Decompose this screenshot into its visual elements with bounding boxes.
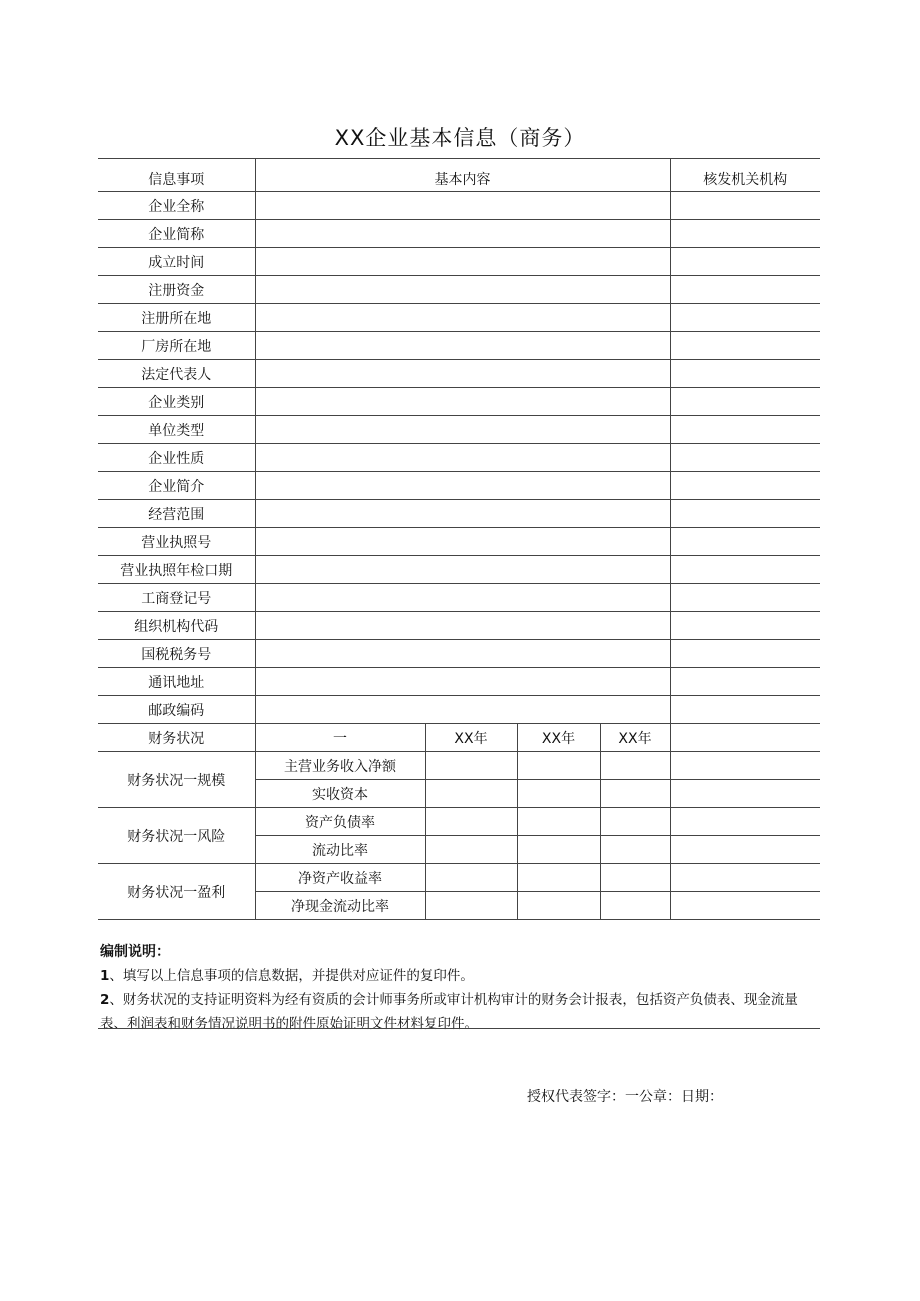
row-label: 成立时间: [98, 248, 255, 276]
finance-value-cell[interactable]: [517, 808, 600, 836]
year-label: XX年: [600, 724, 670, 752]
authority-cell[interactable]: [670, 556, 820, 584]
finance-value-cell[interactable]: [517, 892, 600, 920]
table-row: [98, 444, 820, 472]
row-label: 工商登记号: [98, 584, 255, 612]
table-row: [98, 332, 820, 360]
row-label: 营业执照号: [98, 528, 255, 556]
finance-metric-label: 净现金流动比率: [255, 892, 425, 920]
row-label: 法定代表人: [98, 360, 255, 388]
content-cell[interactable]: [255, 332, 670, 360]
header-row: [98, 159, 820, 192]
finance-value-cell[interactable]: [517, 780, 600, 808]
finance-value-cell[interactable]: [425, 752, 517, 780]
authority-cell[interactable]: [670, 444, 820, 472]
table-row: [98, 304, 820, 332]
info-table-body: [98, 159, 820, 920]
table-row: [98, 556, 820, 584]
table-row: [98, 528, 820, 556]
authority-cell[interactable]: [670, 304, 820, 332]
content-cell[interactable]: [255, 696, 670, 724]
authority-cell[interactable]: [670, 388, 820, 416]
year-label: XX年: [425, 724, 517, 752]
table-row: [98, 612, 820, 640]
authority-cell[interactable]: [670, 808, 820, 836]
page-title: XX企业基本信息（商务）: [334, 126, 586, 150]
finance-metric-label: 实收资本: [255, 780, 425, 808]
note-text: 、填写以上信息事项的信息数据，并提供对应证件的复印件。: [109, 968, 474, 984]
notes-title: 编制说明：: [100, 944, 170, 960]
finance-metric-row: [98, 808, 820, 836]
content-cell[interactable]: [255, 528, 670, 556]
table-row: [98, 500, 820, 528]
finance-label: 财务状况: [98, 724, 255, 752]
note-text: 、财务状况的支持证明资料为经有资质的会计师事务所或审计机构审计的财务会计报表，包括资产负债表、现金流量表、利润表和财务情况说明书的附件原始证明文件材料复印件。: [100, 992, 798, 1032]
finance-value-cell[interactable]: [425, 864, 517, 892]
authority-cell[interactable]: [670, 528, 820, 556]
finance-value-cell[interactable]: [600, 780, 670, 808]
table-row: [98, 360, 820, 388]
content-cell[interactable]: [255, 472, 670, 500]
bottom-rule: [98, 1028, 820, 1029]
row-label: 厂房所在地: [98, 332, 255, 360]
finance-dash: 一: [255, 724, 425, 752]
finance-value-cell[interactable]: [517, 864, 600, 892]
finance-value-cell[interactable]: [600, 808, 670, 836]
authority-cell[interactable]: [670, 640, 820, 668]
content-cell[interactable]: [255, 444, 670, 472]
authority-cell[interactable]: [670, 500, 820, 528]
row-label: 注册所在地: [98, 304, 255, 332]
authority-cell[interactable]: [670, 836, 820, 864]
finance-group-label: 财务状况一盈利: [98, 864, 255, 920]
table-row: [98, 584, 820, 612]
row-label: 营业执照年检口期: [98, 556, 255, 584]
row-label: 经营范围: [98, 500, 255, 528]
authority-cell[interactable]: [670, 612, 820, 640]
table-row: [98, 220, 820, 248]
authority-cell[interactable]: [670, 360, 820, 388]
row-label: 注册资金: [98, 276, 255, 304]
finance-value-cell[interactable]: [425, 892, 517, 920]
content-cell[interactable]: [255, 668, 670, 696]
finance-group-label: 财务状况一风险: [98, 808, 255, 864]
table-row: [98, 192, 820, 220]
authority-cell[interactable]: [670, 472, 820, 500]
content-cell[interactable]: [255, 360, 670, 388]
year-label: XX年: [517, 724, 600, 752]
row-label: 组织机构代码: [98, 612, 255, 640]
row-label: 企业简称: [98, 220, 255, 248]
row-label: 单位类型: [98, 416, 255, 444]
signature-line: 授权代表签字：一公章：日期：: [527, 1089, 723, 1105]
table-row: [98, 668, 820, 696]
row-label: 邮政编码: [98, 696, 255, 724]
content-cell[interactable]: [255, 556, 670, 584]
content-cell[interactable]: [255, 248, 670, 276]
table-row: [98, 388, 820, 416]
note-number: 2: [100, 992, 110, 1008]
note-1: [100, 964, 820, 988]
finance-metric-label: 资产负债率: [255, 808, 425, 836]
authority-cell[interactable]: [670, 864, 820, 892]
content-cell[interactable]: [255, 220, 670, 248]
content-cell[interactable]: [255, 276, 670, 304]
table-row: [98, 640, 820, 668]
content-cell[interactable]: [255, 416, 670, 444]
finance-metric-label: 流动比率: [255, 836, 425, 864]
finance-value-cell[interactable]: [425, 780, 517, 808]
finance-metric-row: [98, 864, 820, 892]
content-cell[interactable]: [255, 500, 670, 528]
authority-cell[interactable]: [670, 416, 820, 444]
row-label: 国税税务号: [98, 640, 255, 668]
table-row: [98, 248, 820, 276]
finance-value-cell[interactable]: [600, 752, 670, 780]
content-cell[interactable]: [255, 304, 670, 332]
header-authority: 核发机关机构: [670, 159, 820, 192]
note-number: 1: [100, 968, 110, 984]
table-row: [98, 472, 820, 500]
authority-cell[interactable]: [670, 892, 820, 920]
authority-cell[interactable]: [670, 780, 820, 808]
info-table: [98, 158, 820, 920]
authority-cell[interactable]: [670, 752, 820, 780]
finance-value-cell[interactable]: [425, 836, 517, 864]
header-content: 基本内容: [255, 159, 670, 192]
finance-value-cell[interactable]: [600, 864, 670, 892]
finance-value-cell[interactable]: [517, 752, 600, 780]
row-label: 企业简介: [98, 472, 255, 500]
header-item: 信息事项: [98, 159, 255, 192]
row-label: 通讯地址: [98, 668, 255, 696]
notes: [100, 940, 820, 1036]
authority-cell[interactable]: [670, 668, 820, 696]
finance-value-cell[interactable]: [600, 892, 670, 920]
finance-value-cell[interactable]: [600, 836, 670, 864]
content-cell[interactable]: [255, 388, 670, 416]
row-label: 企业全称: [98, 192, 255, 220]
row-label: 企业类别: [98, 388, 255, 416]
finance-metric-label: 净资产收益率: [255, 864, 425, 892]
finance-value-cell[interactable]: [425, 808, 517, 836]
table-row: [98, 696, 820, 724]
authority-cell[interactable]: [670, 584, 820, 612]
authority-cell[interactable]: [670, 696, 820, 724]
finance-group-label: 财务状况一规模: [98, 752, 255, 808]
row-label: 企业性质: [98, 444, 255, 472]
content-cell[interactable]: [255, 584, 670, 612]
finance-row: [98, 724, 820, 752]
authority-cell[interactable]: [670, 220, 820, 248]
authority-cell[interactable]: [670, 724, 820, 752]
authority-cell[interactable]: [670, 276, 820, 304]
content-cell[interactable]: [255, 612, 670, 640]
finance-metric-row: [98, 752, 820, 780]
authority-cell[interactable]: [670, 248, 820, 276]
finance-value-cell[interactable]: [517, 836, 600, 864]
authority-cell[interactable]: [670, 332, 820, 360]
content-cell[interactable]: [255, 192, 670, 220]
content-cell[interactable]: [255, 640, 670, 668]
table-row: [98, 276, 820, 304]
authority-cell[interactable]: [670, 192, 820, 220]
finance-metric-label: 主营业务收入净额: [255, 752, 425, 780]
table-row: [98, 416, 820, 444]
